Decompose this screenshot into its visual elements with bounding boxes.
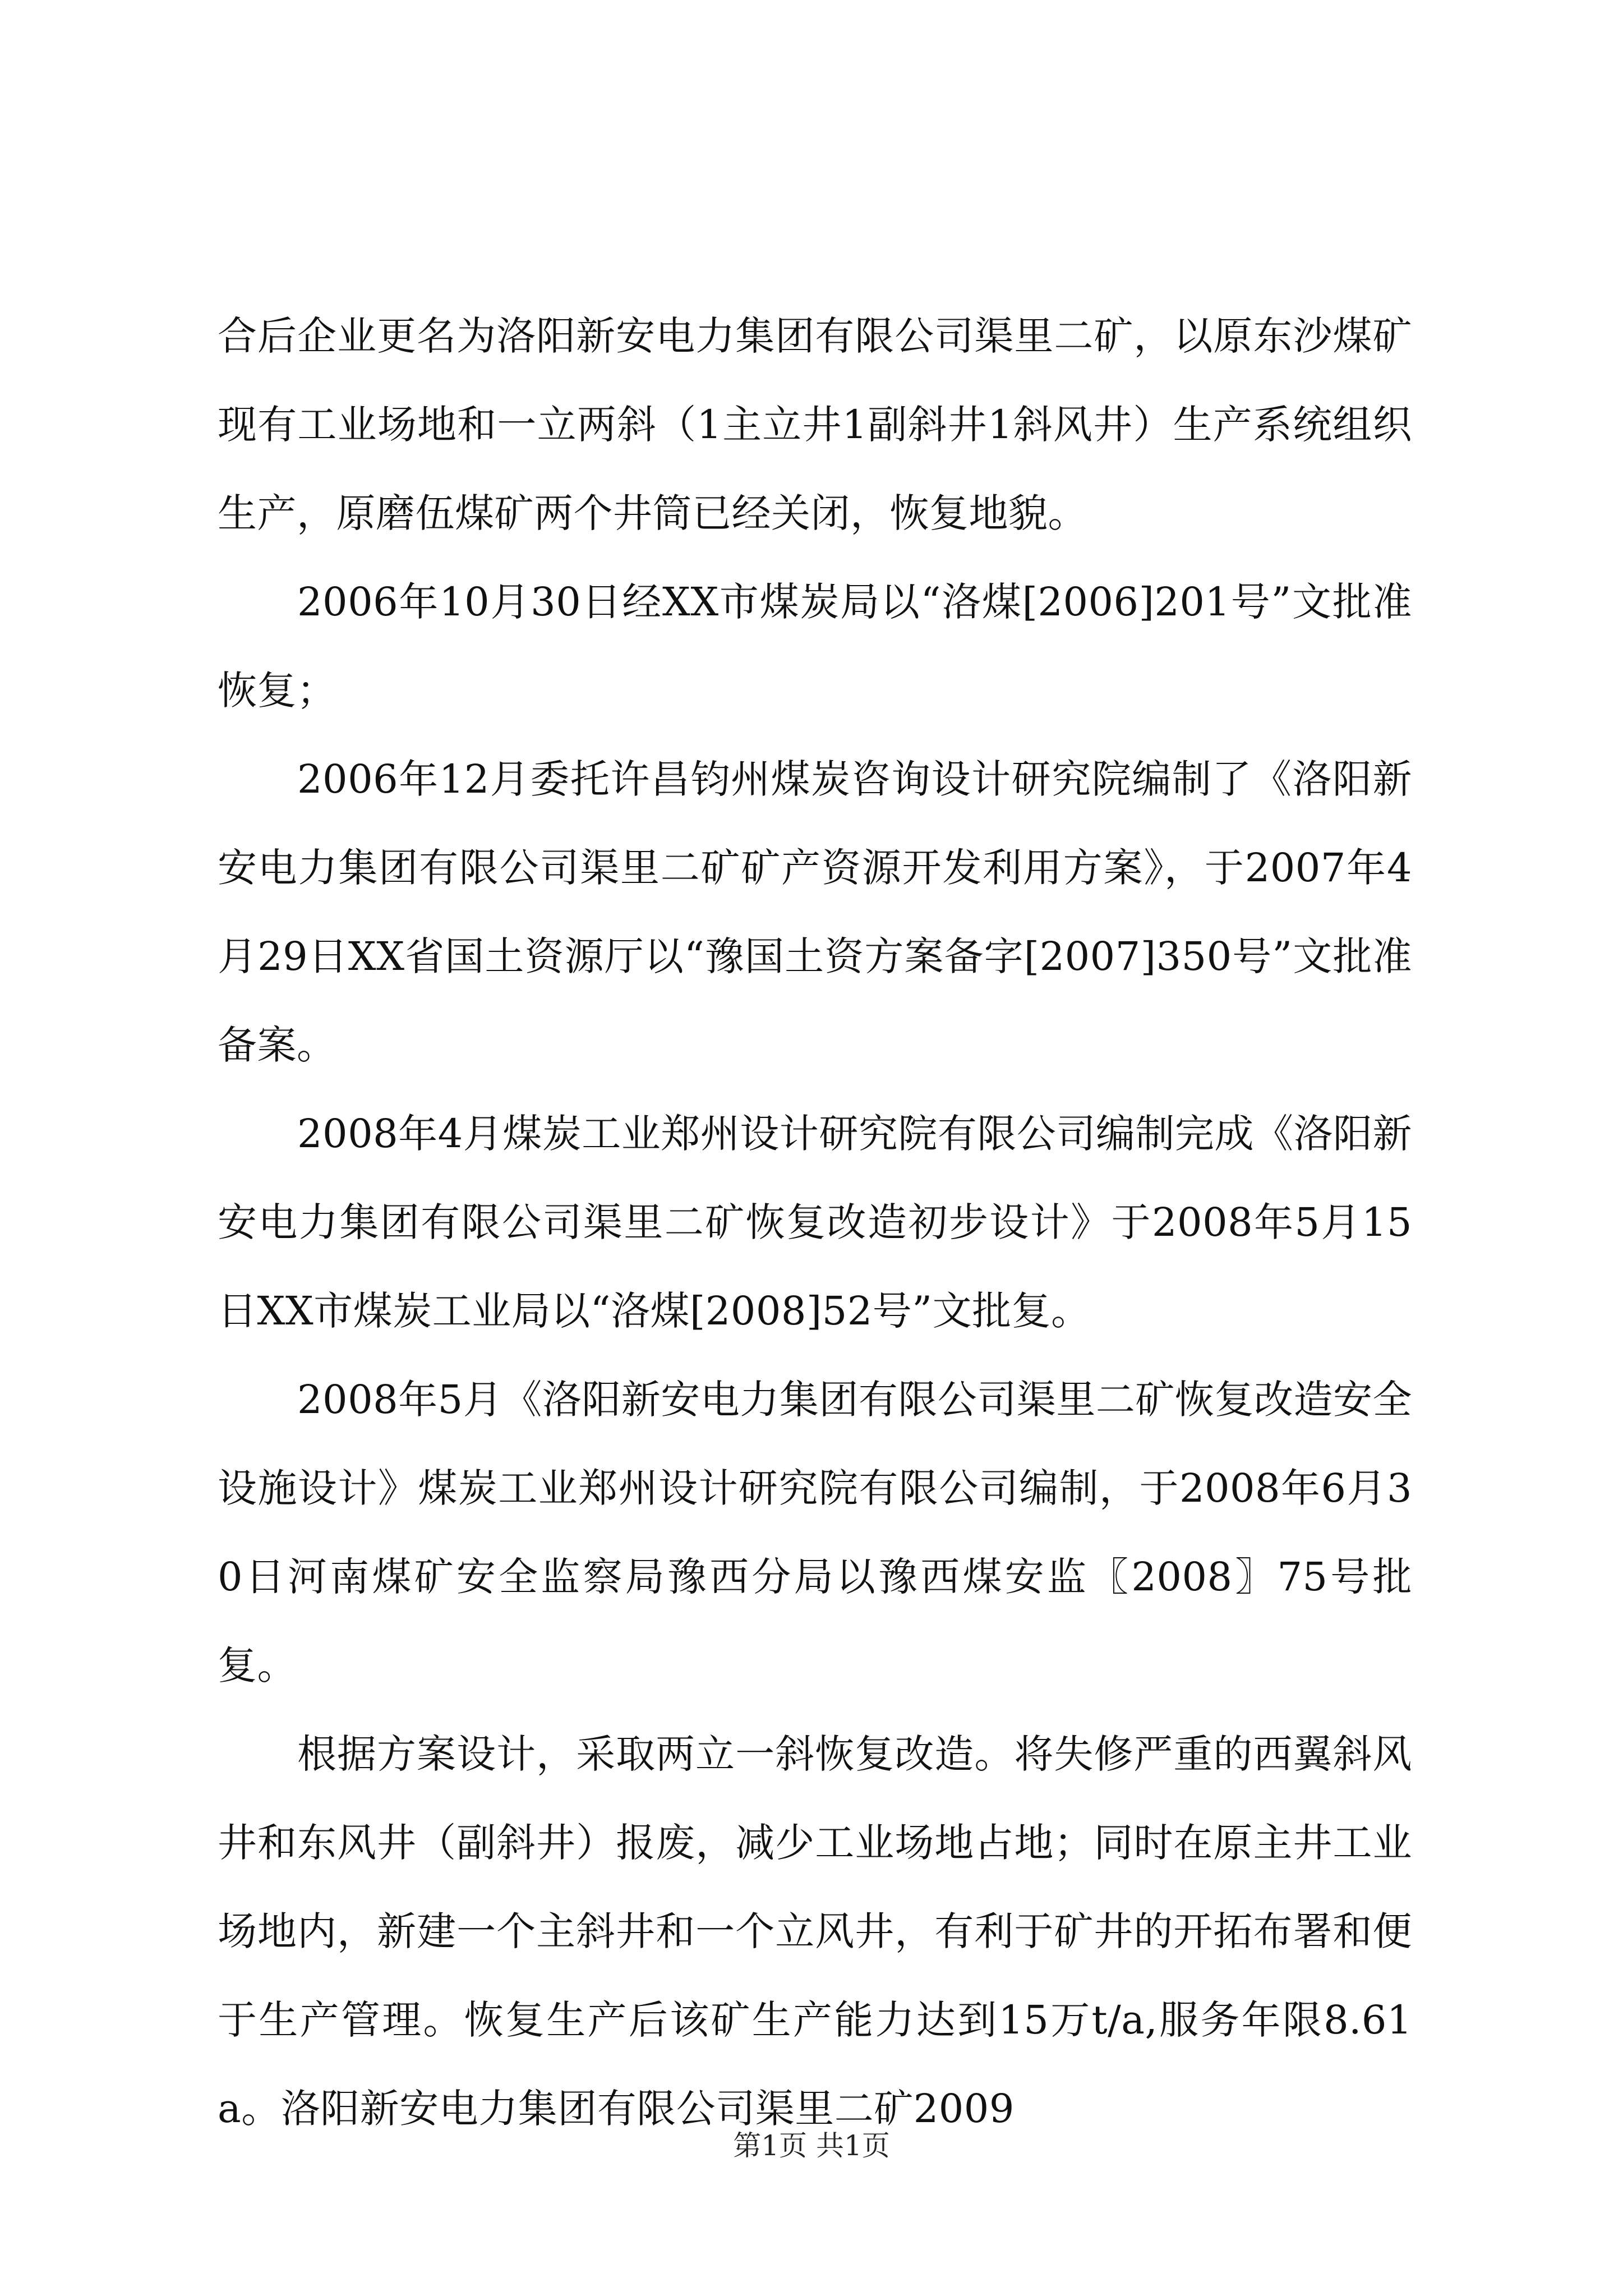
page-number-label: 第1页 共1页	[733, 2129, 890, 2162]
document-body	[218, 292, 1412, 2153]
paragraph-5: 2008年5月《洛阳新安电力集团有限公司渠里二矿恢复改造安全设施设计》煤炭工业郑州设计研究院有限公司编制，于2008年6月30日河南煤矿安全监察局豫西分局以豫西煤安监〖2008〗75号批复。	[218, 1377, 1412, 1688]
paragraph-4: 2008年4月煤炭工业郑州设计研究院有限公司编制完成《洛阳新安电力集团有限公司渠里二矿恢复改造初步设计》于2008年5月15日XX市煤炭工业局以“洛煤[2008]52号”文批复。	[218, 1111, 1412, 1334]
paragraph-6: 根据方案设计，采取两立一斜恢复改造。将失修严重的西翼斜风井和东风井（副斜井）报废，减少工业场地占地；同时在原主井工业场地内，新建一个主斜井和一个立风井，有利于矿井的开拓布署和便于生产管理。恢复生产后该矿生产能力达到15万t/a,服务年限8.61a。洛阳新安电力集团有限公司渠里二矿2009	[218, 1731, 1412, 2132]
paragraph-1: 合后企业更名为洛阳新安电力集团有限公司渠里二矿，以原东沙煤矿现有工业场地和一立两斜（1主立井1副斜井1斜风井）生产系统组织生产，原磨伍煤矿两个井筒已经关闭，恢复地貌。	[218, 313, 1412, 536]
paragraph-2: 2006年10月30日经XX市煤炭局以“洛煤[2006]201号”文批准恢复；	[218, 579, 1412, 714]
paragraph-3: 2006年12月委托许昌钧州煤炭咨询设计研究院编制了《洛阳新安电力集团有限公司渠里二矿矿产资源开发利用方案》，于2007年4月29日XX省国土资源厅以“豫国土资方案备字[2007]350号”文批准备案。	[218, 756, 1412, 1068]
page-footer	[0, 2129, 1623, 2162]
